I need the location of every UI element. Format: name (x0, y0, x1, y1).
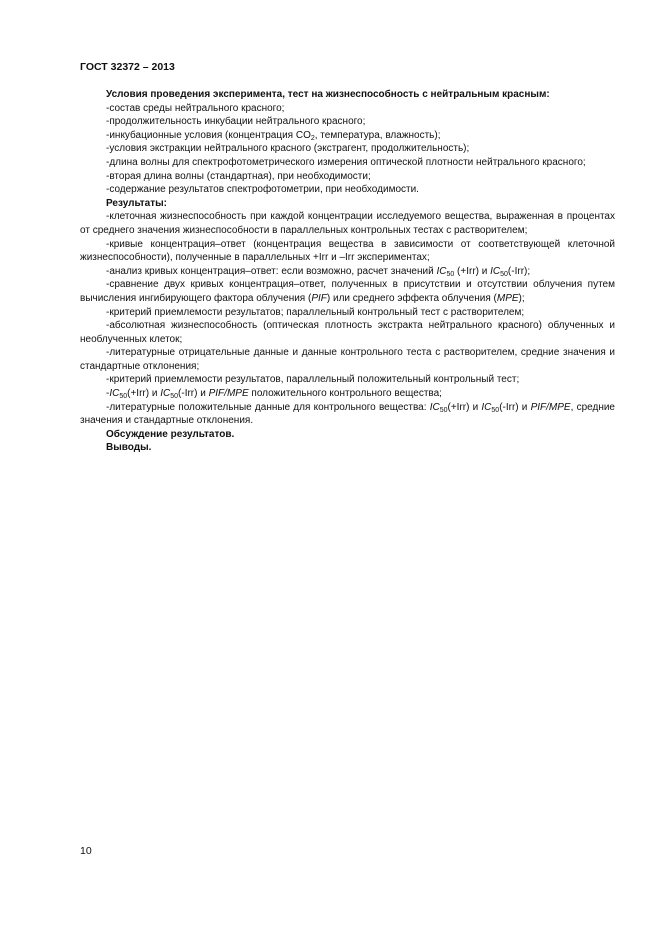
conclusions-heading: Выводы. (106, 442, 152, 454)
conditions-item: -условия экстракции нейтрального красного (экстрагент, продолжительность); (106, 143, 470, 155)
subscript: 50 (170, 393, 179, 401)
results-item: -критерий приемлемости результатов; параллельный контрольный тест с растворителем; (106, 306, 525, 318)
subscript: 50 (446, 270, 455, 278)
conditions-item: -длина волны для спектрофотометрического измерения оптической плотности нейтрального красного; (106, 156, 586, 168)
text-run: (+Irr) и (454, 265, 491, 277)
conditions-item: -продолжительность инкубации нейтрального красного; (106, 116, 366, 128)
conditions-item (80, 129, 615, 143)
results-item: -литературные отрицательные данные и данные контрольного теста с растворителем, средние значения и стандартные отклонения; (80, 347, 615, 372)
text-run: ) или среднего эффекта облучения ( (326, 292, 497, 304)
page-number: 10 (80, 845, 92, 857)
mpe-label: MPE (496, 292, 519, 304)
pif-label: PIF (311, 292, 327, 304)
results-item: -клеточная жизнеспособность при каждой концентрации исследуемого вещества, выраженная в процентах от среднего значения жизнеспособности в параллельных контрольных тестах с растворителем; (80, 211, 615, 236)
conditions-item: -вторая длина волны (стандартная), при необходимости; (106, 170, 371, 182)
conditions-item-text: , температура, влажность); (314, 129, 441, 141)
results-item (80, 401, 615, 428)
ic-label: IC (490, 265, 501, 277)
results-item (80, 265, 615, 279)
text-run: (-Irr) и (178, 388, 209, 400)
results-item: -кривые концентрация–ответ (концентрация вещества в зависимости от соответствующей клеточной жизнеспособности), полученные в параллельных +Irr и –Irr экспериментах; (80, 238, 615, 264)
text-run: (-Irr) и (499, 401, 531, 413)
ic-label: IC (429, 401, 440, 413)
text-run: -анализ кривых концентрация–ответ: если возможно, расчет значений (106, 265, 437, 277)
ic-label: IC (481, 401, 492, 413)
document-header: ГОСТ 32372 – 2013 (80, 61, 175, 73)
subscript: 50 (439, 406, 448, 414)
text-run: (+Irr) и (127, 388, 161, 400)
subscript: 50 (491, 406, 500, 414)
ic-label: IC (436, 265, 447, 277)
conditions-heading: Условия проведения эксперимента, тест на жизнеспособность с нейтральным красным: (106, 89, 550, 100)
conditions-item: -содержание результатов спектрофотометрии, при необходимости. (106, 184, 419, 196)
ic-label: IC (160, 388, 171, 400)
conditions-item: -состав среды нейтрального красного; (106, 102, 285, 114)
pif-mpe-label: PIF/MPE (530, 401, 571, 413)
text-run: -литературные положительные данные для контрольного вещества: (106, 401, 430, 413)
text-run: ); (518, 292, 525, 304)
text-run: -сравнение двух кривых концентрация–ответ, полученных в присутствии и отсутствии облучения путем вычисления ингибирующего фактора облучения ( (80, 279, 615, 304)
subscript: 2 (310, 134, 315, 142)
text-run: положительного контрольного вещества; (248, 388, 442, 400)
text-run: (-Irr); (507, 265, 531, 277)
text-run: , средние значения и стандартные отклонения. (80, 401, 615, 427)
ic-label: IC (109, 388, 120, 400)
text-run: - (106, 388, 110, 400)
results-item (80, 278, 615, 305)
results-item: -абсолютная жизнеспособность (оптическая плотность экстракта нейтрального красного) облученных и необлученных клеток; (80, 320, 615, 345)
document-body (80, 88, 615, 455)
conditions-item-text: -инкубационные условия (концентрация CO (106, 129, 311, 141)
results-heading: Результаты: (106, 197, 167, 209)
text-run: (+Irr) и (447, 401, 482, 413)
results-item (80, 387, 615, 401)
subscript: 50 (119, 393, 128, 401)
pif-mpe-label: PIF/MPE (208, 388, 249, 400)
discussion-heading: Обсуждение результатов. (106, 428, 235, 440)
subscript: 50 (500, 270, 508, 278)
results-item: -критерий приемлемости результатов, параллельный положительный контрольный тест; (106, 374, 520, 386)
